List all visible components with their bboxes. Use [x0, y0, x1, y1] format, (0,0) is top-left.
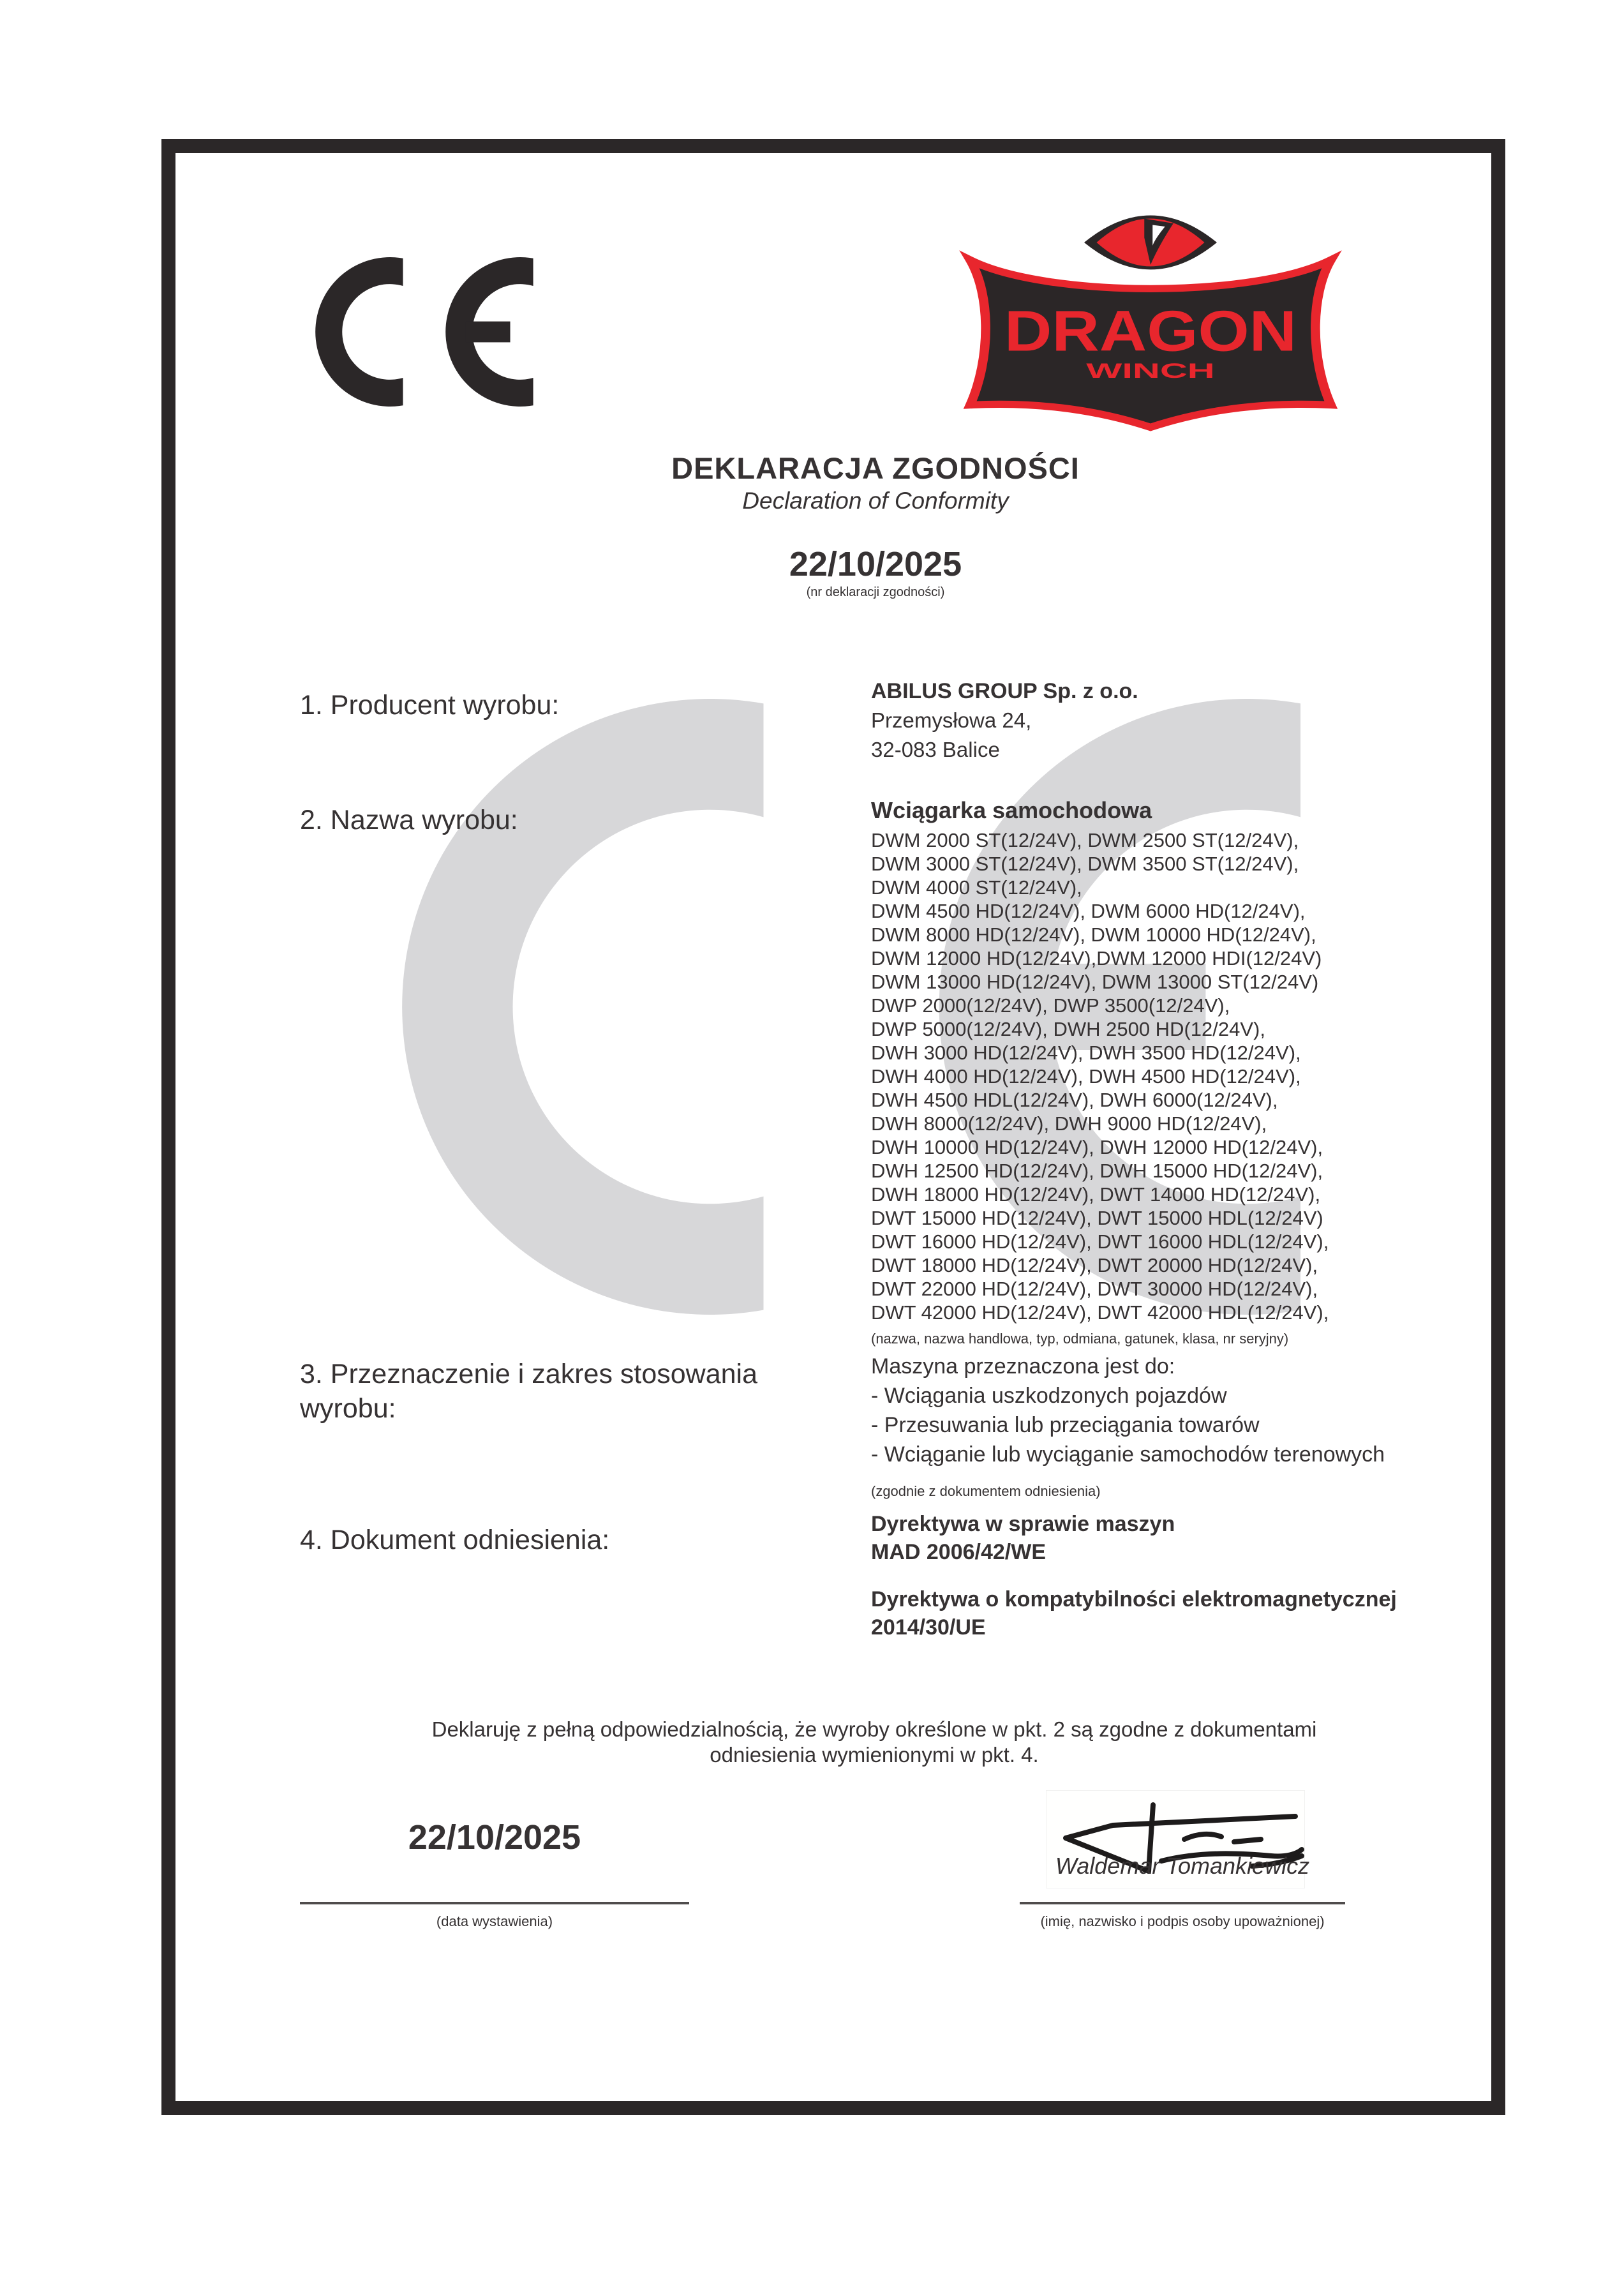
- model-line: DWM 8000 HD(12/24V), DWM 10000 HD(12/24V),: [871, 923, 1316, 946]
- dragon-winch-logo: [943, 207, 1358, 438]
- purpose-item: - Przesuwania lub przeciągania towarów: [871, 1413, 1260, 1437]
- product-name: Wciągarka samochodowa: [871, 797, 1152, 823]
- signer-name: Waldemar Tomankiewicz: [1055, 1853, 1310, 1879]
- reference-doc-title: Dyrektywa o kompatybilności elektromagnetycznej: [871, 1587, 1397, 1611]
- producer-address-line2: 32-083 Balice: [871, 738, 1000, 761]
- producer-address-line1: Przemysłowa 24,: [871, 708, 1032, 732]
- product-details: [871, 794, 1445, 1347]
- model-line: DWM 12000 HD(12/24V),DWM 12000 HDI(12/24V): [871, 947, 1322, 969]
- issue-date-underline: [300, 1902, 689, 1904]
- signature-underline: [1020, 1902, 1345, 1904]
- model-line: DWP 2000(12/24V), DWP 3500(12/24V),: [871, 994, 1230, 1017]
- model-line: DWT 42000 HD(12/24V), DWT 42000 HDL(12/24V),: [871, 1301, 1329, 1324]
- purpose-item: - Wciąganie lub wyciąganie samochodów terenowych: [871, 1442, 1385, 1467]
- issue-date-caption: (data wystawienia): [436, 1913, 553, 1929]
- reference-documents: [871, 1510, 1445, 1641]
- section-label-reference: 4. Dokument odniesienia:: [300, 1525, 610, 1555]
- purpose-items: [871, 1381, 1445, 1469]
- model-line: DWM 2000 ST(12/24V), DWM 2500 ST(12/24V),: [871, 829, 1299, 851]
- model-line: DWH 4500 HDL(12/24V), DWH 6000(12/24V),: [871, 1089, 1278, 1111]
- model-line: DWT 22000 HD(12/24V), DWT 30000 HD(12/24V),: [871, 1278, 1318, 1300]
- product-caption: (nazwa, nazwa handlowa, typ, odmiana, gatunek, klasa, nr seryjny): [871, 1331, 1289, 1347]
- model-line: DWT 18000 HD(12/24V), DWT 20000 HD(12/24V),: [871, 1254, 1318, 1276]
- reference-doc-number: MAD 2006/42/WE: [871, 1540, 1046, 1564]
- page-title: DEKLARACJA ZGODNOŚCI: [671, 451, 1080, 485]
- model-line: DWM 4000 ST(12/24V),: [871, 876, 1082, 899]
- page-subtitle: Declaration of Conformity: [742, 488, 1009, 514]
- purpose-details: [871, 1352, 1445, 1500]
- brand-name: DRAGON: [1004, 299, 1297, 364]
- statement-line1: Deklaruję z pełną odpowiedzialnością, że wyroby określone w pkt. 2 są zgodne z dokumentami: [431, 1717, 1317, 1741]
- model-line: DWT 16000 HD(12/24V), DWT 16000 HDL(12/24V),: [871, 1230, 1329, 1253]
- model-line: DWH 4000 HD(12/24V), DWH 4500 HD(12/24V),: [871, 1065, 1301, 1087]
- model-list: [871, 828, 1445, 1324]
- model-line: DWM 3000 ST(12/24V), DWM 3500 ST(12/24V),: [871, 853, 1299, 875]
- section-label-product: 2. Nazwa wyrobu:: [300, 805, 518, 835]
- reference-doc-title: Dyrektywa w sprawie maszyn: [871, 1512, 1175, 1536]
- declaration-number: 22/10/2025: [789, 545, 962, 583]
- section-label-purpose: 3. Przeznaczenie i zakres stosowania wyrobu:: [300, 1359, 758, 1424]
- signature-caption: (imię, nazwisko i podpis osoby upoważnionej): [1040, 1913, 1325, 1929]
- purpose-caption: (zgodnie z dokumentem odniesienia): [871, 1483, 1101, 1499]
- reference-document: [871, 1510, 1445, 1566]
- producer-details: [871, 676, 1445, 765]
- producer-company: ABILUS GROUP Sp. z o.o.: [871, 679, 1138, 703]
- ce-mark-icon: [315, 257, 533, 407]
- model-line: DWH 12500 HD(12/24V), DWH 15000 HD(12/24V),: [871, 1160, 1323, 1182]
- model-line: DWP 5000(12/24V), DWH 2500 HD(12/24V),: [871, 1018, 1265, 1040]
- issue-date: 22/10/2025: [408, 1818, 581, 1857]
- model-line: DWM 4500 HD(12/24V), DWM 6000 HD(12/24V),: [871, 900, 1306, 922]
- model-line: DWH 8000(12/24V), DWH 9000 HD(12/24V),: [871, 1112, 1267, 1135]
- section-label-producer: 1. Producent wyrobu:: [300, 690, 560, 721]
- brand-subname: WINCH: [1086, 359, 1215, 383]
- purpose-item: - Wciągania uszkodzonych pojazdów: [871, 1384, 1227, 1408]
- reference-doc-number: 2014/30/UE: [871, 1615, 986, 1640]
- model-line: DWH 18000 HD(12/24V), DWT 14000 HD(12/24V),: [871, 1183, 1321, 1206]
- reference-document: [871, 1585, 1445, 1641]
- heading-block: [320, 451, 1431, 600]
- model-line: DWT 15000 HD(12/24V), DWT 15000 HDL(12/24V): [871, 1207, 1323, 1229]
- statement-line2: odniesienia wymienionymi w pkt. 4.: [710, 1743, 1039, 1767]
- declaration-number-caption: (nr deklaracji zgodności): [806, 585, 945, 599]
- declaration-statement: [376, 1717, 1372, 1768]
- purpose-intro: Maszyna przeznaczona jest do:: [871, 1354, 1175, 1379]
- model-line: DWM 13000 HD(12/24V), DWM 13000 ST(12/24V): [871, 971, 1319, 993]
- model-line: DWH 10000 HD(12/24V), DWH 12000 HD(12/24V),: [871, 1136, 1323, 1158]
- model-line: DWH 3000 HD(12/24V), DWH 3500 HD(12/24V),: [871, 1042, 1301, 1064]
